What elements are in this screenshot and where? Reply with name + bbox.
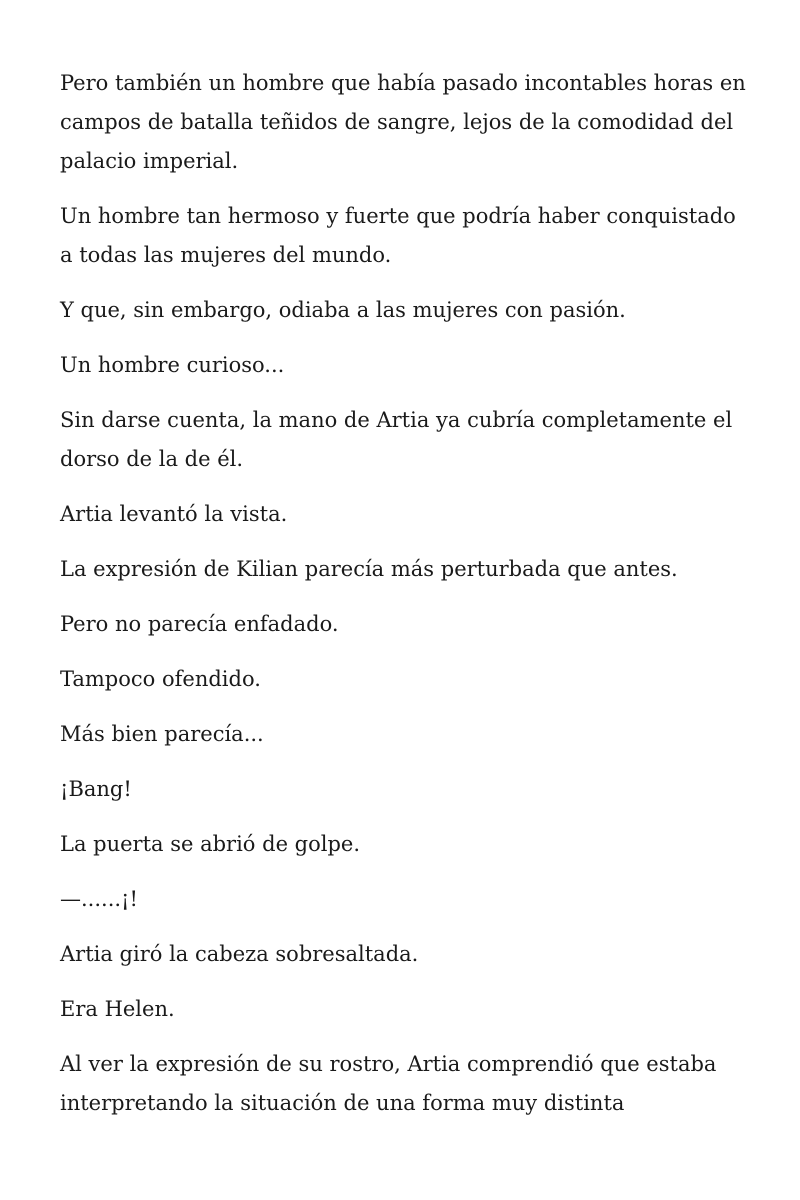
paragraph: Sin darse cuenta, la mano de Artia ya cubría completamente el dorso de la de él. bbox=[60, 408, 733, 471]
paragraph: Pero no parecía enfadado. bbox=[60, 612, 339, 636]
paragraph: La puerta se abrió de golpe. bbox=[60, 832, 361, 856]
paragraph: Un hombre curioso... bbox=[60, 353, 285, 377]
paragraph: Pero también un hombre que había pasado incontables horas en campos de batalla teñidos de sangre, lejos de la comodidad del palacio imperial. bbox=[60, 71, 746, 173]
paragraph: —......¡! bbox=[60, 887, 138, 911]
paragraph: Era Helen. bbox=[60, 997, 175, 1021]
paragraph: Un hombre tan hermoso y fuerte que podría haber conquistado a todas las mujeres del mundo. bbox=[60, 204, 736, 267]
paragraph: Artia levantó la vista. bbox=[60, 502, 288, 526]
paragraph: Tampoco ofendido. bbox=[60, 667, 261, 691]
paragraph: Y que, sin embargo, odiaba a las mujeres con pasión. bbox=[60, 298, 626, 322]
paragraph: ¡Bang! bbox=[60, 777, 132, 801]
paragraph: La expresión de Kilian parecía más perturbada que antes. bbox=[60, 557, 678, 581]
paragraph: Artia giró la cabeza sobresaltada. bbox=[60, 942, 419, 966]
paragraph: Más bien parecía... bbox=[60, 722, 264, 746]
paragraph: Al ver la expresión de su rostro, Artia comprendió que estaba interpretando la situación de una forma muy distinta bbox=[60, 1052, 717, 1115]
reading-page bbox=[60, 64, 750, 1139]
